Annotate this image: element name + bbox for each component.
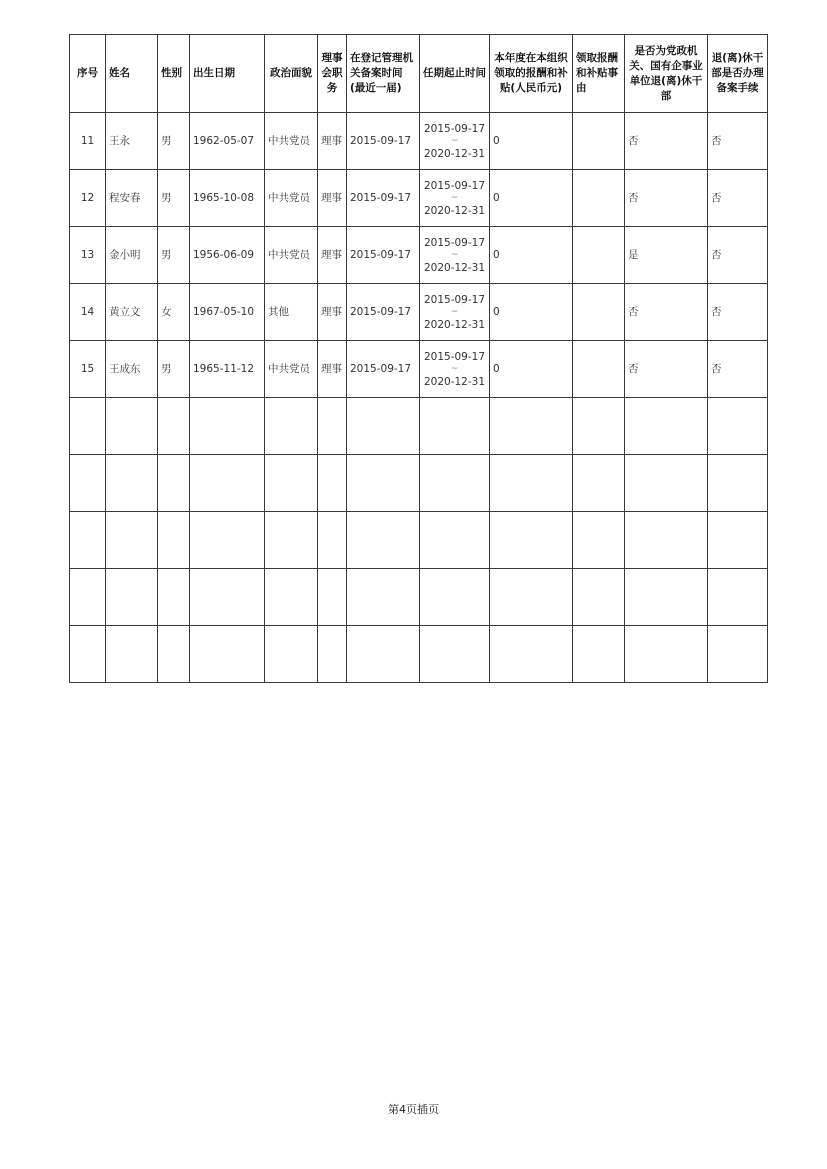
cell-gender: 男 [158, 341, 190, 398]
cell-birth: 1962-05-07 [190, 113, 265, 170]
cell-politics: 其他 [265, 284, 318, 341]
cell-idx: 13 [70, 227, 106, 284]
cell-empty [70, 626, 106, 683]
cell-pay-reason [573, 170, 625, 227]
table-row-empty [70, 569, 768, 626]
table-row [70, 284, 768, 341]
cell-empty [420, 398, 490, 455]
cell-term [420, 113, 490, 170]
term-start: 2015-09-17 [423, 236, 486, 249]
cell-empty [158, 512, 190, 569]
cell-filing-time: 2015-09-17 [347, 170, 420, 227]
cell-empty [708, 569, 768, 626]
term-start: 2015-09-17 [423, 350, 486, 363]
header-idx: 序号 [70, 35, 106, 113]
cell-name: 金小明 [106, 227, 158, 284]
term-end: 2020-12-31 [423, 375, 486, 388]
cell-term [420, 284, 490, 341]
cell-empty [420, 626, 490, 683]
council-member-table [69, 34, 768, 683]
cell-empty [158, 626, 190, 683]
cell-empty [347, 398, 420, 455]
term-end: 2020-12-31 [423, 261, 486, 274]
cell-empty [625, 512, 708, 569]
term-start: 2015-09-17 [423, 293, 486, 306]
cell-empty [708, 398, 768, 455]
header-term: 任期起止时间 [420, 35, 490, 113]
cell-birth: 1967-05-10 [190, 284, 265, 341]
term-end: 2020-12-31 [423, 147, 486, 160]
cell-pay: 0 [490, 341, 573, 398]
table-row-empty [70, 398, 768, 455]
term-end: 2020-12-31 [423, 204, 486, 217]
cell-empty [573, 626, 625, 683]
table-header-row [70, 35, 768, 113]
cell-empty [708, 512, 768, 569]
cell-filing-time: 2015-09-17 [347, 227, 420, 284]
cell-name: 黄立文 [106, 284, 158, 341]
cell-empty [625, 398, 708, 455]
cell-empty [490, 398, 573, 455]
cell-politics: 中共党员 [265, 227, 318, 284]
cell-empty [70, 398, 106, 455]
cell-empty [420, 455, 490, 512]
cell-birth: 1965-10-08 [190, 170, 265, 227]
cell-empty [573, 455, 625, 512]
cell-term [420, 227, 490, 284]
table-row [70, 227, 768, 284]
cell-filing-time: 2015-09-17 [347, 284, 420, 341]
cell-name: 王成东 [106, 341, 158, 398]
cell-pay: 0 [490, 227, 573, 284]
table-row [70, 170, 768, 227]
cell-empty [190, 398, 265, 455]
cell-pay: 0 [490, 170, 573, 227]
cell-empty [573, 569, 625, 626]
cell-empty [708, 626, 768, 683]
cell-pay-reason [573, 113, 625, 170]
cell-idx: 11 [70, 113, 106, 170]
cell-gender: 男 [158, 227, 190, 284]
cell-empty [347, 512, 420, 569]
cell-birth: 1956-06-09 [190, 227, 265, 284]
cell-retired-filed: 否 [708, 113, 768, 170]
term-start: 2015-09-17 [423, 122, 486, 135]
cell-empty [490, 626, 573, 683]
cell-is-retired-cadre: 否 [625, 113, 708, 170]
cell-name: 程安春 [106, 170, 158, 227]
cell-empty [347, 626, 420, 683]
term-tilde: ~ [450, 192, 459, 203]
cell-is-retired-cadre: 否 [625, 170, 708, 227]
cell-empty [318, 512, 347, 569]
cell-empty [347, 569, 420, 626]
cell-gender: 女 [158, 284, 190, 341]
table-row [70, 113, 768, 170]
cell-empty [318, 455, 347, 512]
cell-empty [490, 512, 573, 569]
cell-empty [265, 626, 318, 683]
cell-pay-reason [573, 227, 625, 284]
cell-empty [420, 512, 490, 569]
cell-filing-time: 2015-09-17 [347, 341, 420, 398]
cell-pay-reason [573, 284, 625, 341]
header-is-retired-cadre: 是否为党政机关、国有企事业单位退(离)休干部 [625, 35, 708, 113]
cell-position: 理事 [318, 170, 347, 227]
cell-empty [573, 398, 625, 455]
header-filing-time: 在登记管理机关备案时间(最近一届) [347, 35, 420, 113]
cell-empty [106, 455, 158, 512]
cell-empty [625, 626, 708, 683]
cell-empty [106, 398, 158, 455]
cell-politics: 中共党员 [265, 170, 318, 227]
page-footer-label: 第4页插页 [388, 1103, 439, 1116]
cell-position: 理事 [318, 284, 347, 341]
term-tilde: ~ [450, 249, 459, 260]
cell-empty [318, 398, 347, 455]
cell-retired-filed: 否 [708, 284, 768, 341]
cell-empty [190, 626, 265, 683]
cell-empty [708, 455, 768, 512]
cell-empty [70, 512, 106, 569]
cell-is-retired-cadre: 是 [625, 227, 708, 284]
term-tilde: ~ [450, 306, 459, 317]
cell-empty [106, 512, 158, 569]
cell-politics: 中共党员 [265, 113, 318, 170]
term-tilde: ~ [450, 135, 459, 146]
cell-idx: 15 [70, 341, 106, 398]
cell-empty [265, 455, 318, 512]
cell-empty [158, 569, 190, 626]
cell-birth: 1965-11-12 [190, 341, 265, 398]
cell-empty [490, 569, 573, 626]
cell-empty [158, 455, 190, 512]
cell-pay-reason [573, 341, 625, 398]
cell-position: 理事 [318, 341, 347, 398]
cell-empty [420, 569, 490, 626]
cell-position: 理事 [318, 227, 347, 284]
cell-is-retired-cadre: 否 [625, 284, 708, 341]
cell-retired-filed: 否 [708, 341, 768, 398]
cell-empty [318, 569, 347, 626]
cell-empty [190, 455, 265, 512]
cell-empty [190, 569, 265, 626]
cell-empty [490, 455, 573, 512]
cell-empty [265, 569, 318, 626]
header-pay-reason: 领取报酬和补贴事由 [573, 35, 625, 113]
cell-empty [70, 569, 106, 626]
header-gender: 性别 [158, 35, 190, 113]
cell-is-retired-cadre: 否 [625, 341, 708, 398]
table-row-empty [70, 626, 768, 683]
cell-filing-time: 2015-09-17 [347, 113, 420, 170]
cell-empty [190, 512, 265, 569]
header-position: 理事会职务 [318, 35, 347, 113]
cell-term [420, 341, 490, 398]
term-end: 2020-12-31 [423, 318, 486, 331]
table-row [70, 341, 768, 398]
cell-gender: 男 [158, 113, 190, 170]
cell-pay: 0 [490, 113, 573, 170]
cell-empty [625, 455, 708, 512]
cell-gender: 男 [158, 170, 190, 227]
cell-name: 王永 [106, 113, 158, 170]
table-row-empty [70, 455, 768, 512]
table-row-empty [70, 512, 768, 569]
cell-empty [625, 569, 708, 626]
header-pay: 本年度在本组织领取的报酬和补贴(人民币元) [490, 35, 573, 113]
cell-empty [70, 455, 106, 512]
cell-empty [347, 455, 420, 512]
cell-empty [106, 626, 158, 683]
term-tilde: ~ [450, 363, 459, 374]
cell-idx: 14 [70, 284, 106, 341]
term-start: 2015-09-17 [423, 179, 486, 192]
cell-pay: 0 [490, 284, 573, 341]
header-retired-filed: 退(离)休干部是否办理备案手续 [708, 35, 768, 113]
cell-position: 理事 [318, 113, 347, 170]
cell-term [420, 170, 490, 227]
cell-politics: 中共党员 [265, 341, 318, 398]
header-politics: 政治面貌 [265, 35, 318, 113]
header-birth: 出生日期 [190, 35, 265, 113]
cell-empty [265, 398, 318, 455]
cell-empty [158, 398, 190, 455]
table-body [70, 113, 768, 683]
header-name: 姓名 [106, 35, 158, 113]
cell-retired-filed: 否 [708, 170, 768, 227]
cell-empty [573, 512, 625, 569]
cell-retired-filed: 否 [708, 227, 768, 284]
cell-idx: 12 [70, 170, 106, 227]
cell-empty [318, 626, 347, 683]
cell-empty [106, 569, 158, 626]
cell-empty [265, 512, 318, 569]
